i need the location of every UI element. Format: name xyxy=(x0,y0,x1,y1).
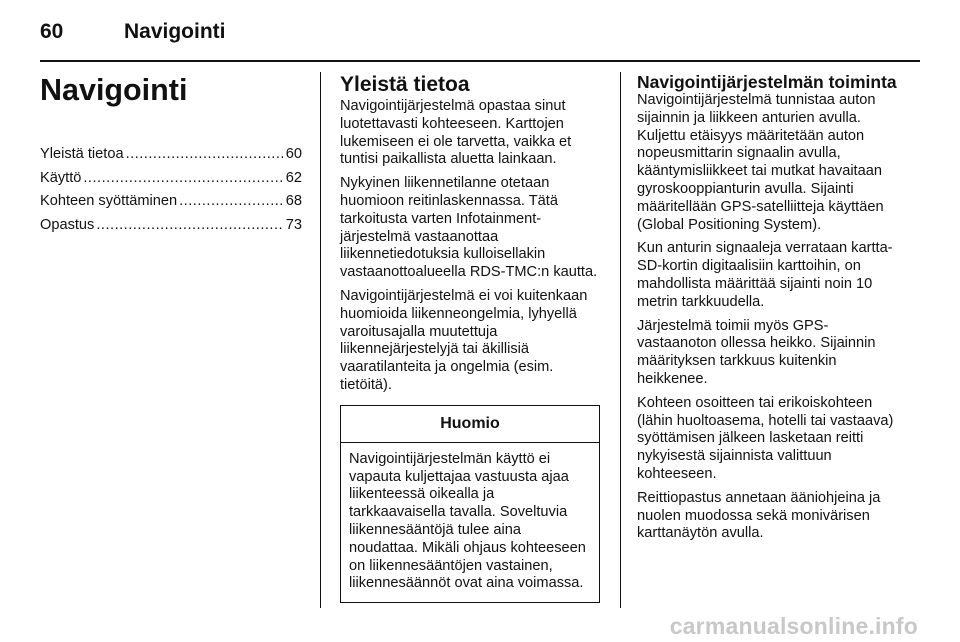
toc-entry-page: 68 xyxy=(285,193,302,209)
toc-leader-dots xyxy=(126,146,284,164)
system-function-column xyxy=(637,72,903,549)
toc-entry-page: 73 xyxy=(285,216,302,233)
toc-entry-label: Yleistä tietoa xyxy=(40,146,124,162)
toc-column xyxy=(40,72,302,240)
body-paragraph: Nykyinen liikennetilanne otetaan huomioon reitinlaskennassa. Tätä tarkoitusta varten Infotainment-järjestelmä vastaanottaa liikennetiedotuksia kulloisellakin vastaanottoalueella RDS-TMC:n kautta. xyxy=(340,175,598,281)
toc-leader-dots xyxy=(83,170,283,188)
table-of-contents xyxy=(40,146,302,240)
toc-leader-dots xyxy=(96,217,283,235)
toc-entry[interactable] xyxy=(40,217,302,241)
toc-entry[interactable] xyxy=(40,193,302,217)
body-paragraph: Navigointijärjestelmä ei voi kuitenkaan huomioida liikenneongelmia, lyhyellä varoitusajalla muutettuja liikennejärjestelyjä tai äkillisiä vaaratilanteita ja ongelmia (esim. tietöitä). xyxy=(340,287,588,393)
note-box xyxy=(340,405,600,603)
page-number: 60 xyxy=(40,20,64,43)
note-text: Navigointijärjestelmän käyttö ei vapauta kuljettajaa vastuusta ajaa liikenteessä oikealla ja tarkkaavaisella tavalla. Soveltuvia liikennesääntöjä tulee aina noudattaa. Mikäli ohjaus kohteeseen on liikennesääntöjen vastainen, liikennesäännöt ovat aina voimassa. xyxy=(349,450,586,592)
site-watermark: carmanualsonline.info xyxy=(669,613,918,639)
column-divider-2 xyxy=(620,72,621,608)
toc-leader-dots xyxy=(179,193,284,211)
section-heading: Yleistä tietoa xyxy=(340,73,470,96)
toc-entry-label: Kohteen syöttäminen xyxy=(40,193,178,209)
toc-entry[interactable] xyxy=(40,146,302,170)
body-paragraph: Reittiopastus annetaan ääniohjeina ja nuolen muodossa sekä monivärisen karttanäytön avulla. xyxy=(637,489,881,542)
header-rule xyxy=(40,60,920,62)
body-paragraph: Navigointijärjestelmä tunnistaa auton sijainnin ja liikkeen anturien avulla. Kuljettu etäisyys määritetään auton nopeusmittarin signaalin avulla, kääntymisliikkeet tai mutkat havaitaan gyroskooppianturin avulla. Sijainti määritellään GPS-satelliitteja käyttäen (Global Positioning System). xyxy=(637,92,884,233)
note-title: Huomio xyxy=(341,406,599,443)
subsection-heading: Navigointijärjestelmän toiminta xyxy=(637,72,897,92)
toc-entry-label: Käyttö xyxy=(40,169,82,186)
body-paragraph: Navigointijärjestelmä opastaa sinut luotettavasti kohteeseen. Karttojen lukemiseen ei ole tarvetta, vaikka et tuntisi paikallista aluetta lainkaan. xyxy=(340,98,572,168)
column-divider-1 xyxy=(320,72,321,608)
toc-entry-page: 60 xyxy=(285,146,302,162)
body-paragraph: Kohteen osoitteen tai erikoiskohteen (lähin huoltoasema, hotelli tai vastaava) syöttämisen jälkeen lasketaan reitti nykyisestä sijainnista valittuun kohteeseen. xyxy=(637,394,894,482)
toc-entry-page: 62 xyxy=(285,169,302,186)
chapter-title: Navigointi xyxy=(40,73,188,107)
toc-entry-label: Opastus xyxy=(40,216,95,233)
toc-entry[interactable] xyxy=(40,170,302,194)
running-section-title: Navigointi xyxy=(124,20,226,43)
body-paragraph: Kun anturin signaaleja verrataan kartta-SD-kortin digitaalisiin karttoihin, on mahdollista määrittää sijainti noin 10 metrin tarkkuudella. xyxy=(637,240,893,310)
general-info-column xyxy=(340,72,602,603)
body-paragraph: Järjestelmä toimii myös GPS-vastaanoton ollessa heikko. Sijainnin määrityksen tarkkuus kuitenkin heikkenee. xyxy=(637,317,876,387)
